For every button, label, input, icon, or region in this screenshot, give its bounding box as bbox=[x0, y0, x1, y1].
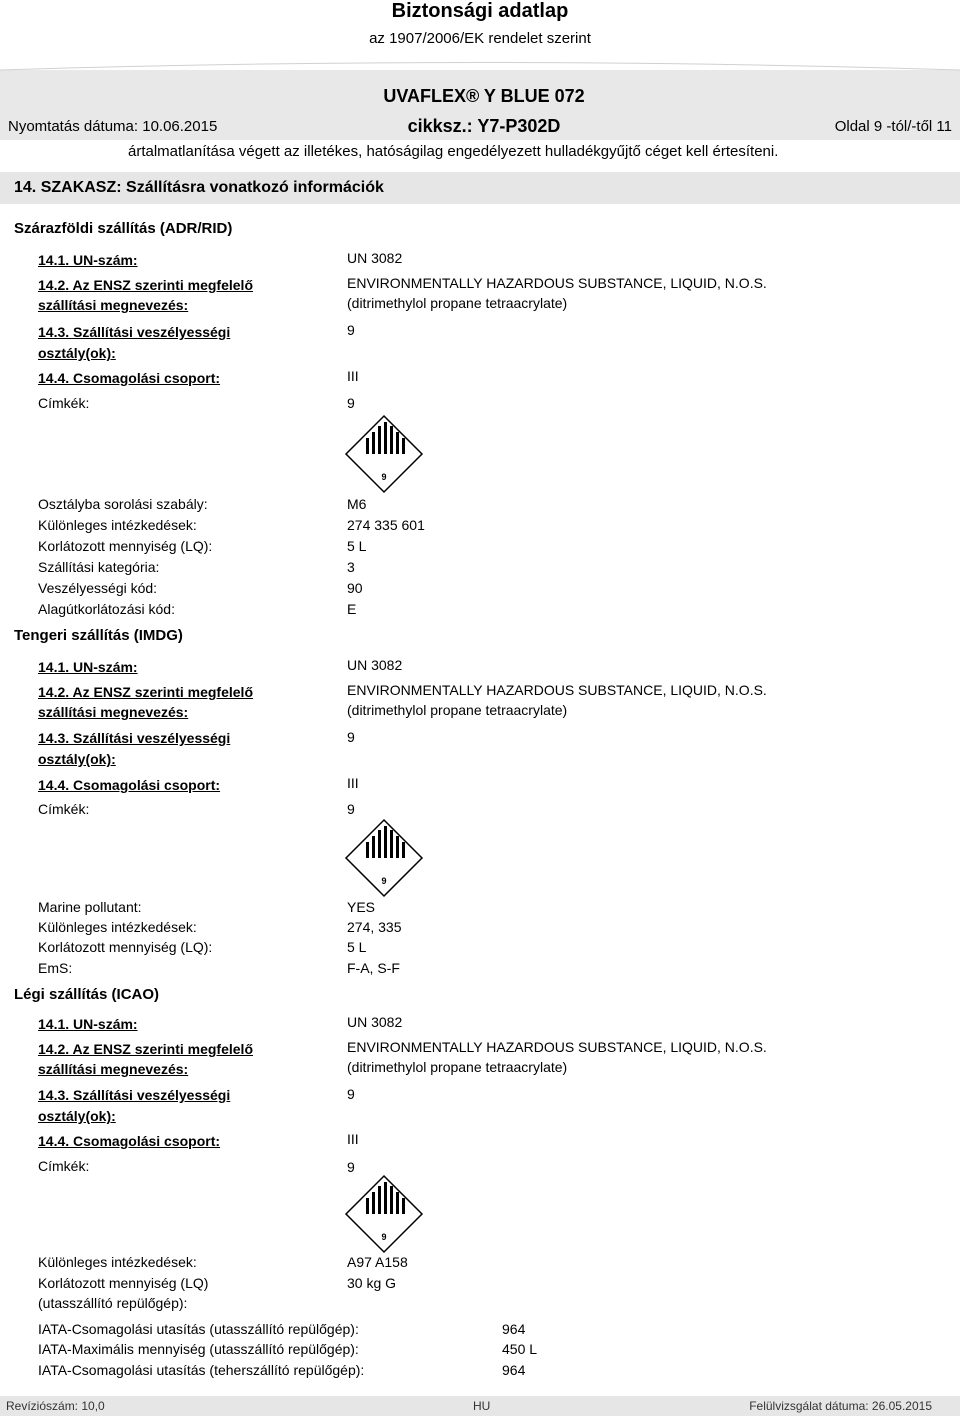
adr-pack-label: 14.4. Csomagolási csoport: bbox=[38, 370, 221, 386]
icao-special-label: Különleges intézkedések: bbox=[38, 1254, 197, 1270]
imdg-un-value: UN 3082 bbox=[347, 657, 403, 673]
adr-lq-label: Korlátozott mennyiség (LQ): bbox=[38, 538, 213, 554]
adr-name-label-1: 14.2. Az ENSZ szerinti megfelelő bbox=[38, 277, 253, 293]
imdg-heading: Tengeri szállítás (IMDG) bbox=[14, 627, 183, 644]
adr-name-value-2: (ditrimethylol propane tetraacrylate) bbox=[347, 295, 568, 311]
imdg-name-value-2: (ditrimethylol propane tetraacrylate) bbox=[347, 702, 568, 718]
adr-un-label: 14.1. UN-szám: bbox=[38, 252, 138, 268]
imdg-marine-label: Marine pollutant: bbox=[38, 899, 142, 915]
imdg-special-label: Különleges intézkedések: bbox=[38, 919, 197, 935]
adr-name-value-1: ENVIRONMENTALLY HAZARDOUS SUBSTANCE, LIQUID, N.O.S. bbox=[347, 275, 767, 291]
document-title: Biztonsági adatlap bbox=[391, 0, 569, 22]
section-title: 14. SZAKASZ: Szállításra vonatkozó információk bbox=[14, 179, 384, 196]
icao-pack-label: 14.4. Csomagolási csoport: bbox=[38, 1133, 221, 1149]
print-date: Nyomtatás dátuma: 10.06.2015 bbox=[8, 118, 218, 135]
icao-heading: Légi szállítás (ICAO) bbox=[14, 986, 160, 1003]
icao-name-value-1: ENVIRONMENTALLY HAZARDOUS SUBSTANCE, LIQUID, N.O.S. bbox=[347, 1039, 767, 1055]
imdg-name-value-1: ENVIRONMENTALLY HAZARDOUS SUBSTANCE, LIQUID, N.O.S. bbox=[347, 682, 767, 698]
adr-heading: Szárazföldi szállítás (ADR/RID) bbox=[14, 220, 233, 237]
adr-classif-label: Osztályba sorolási szabály: bbox=[38, 496, 208, 512]
item-number: cikksz.: Y7-P302D bbox=[407, 116, 561, 136]
hazard-class-9-label-icon bbox=[344, 1174, 424, 1254]
adr-special-label: Különleges intézkedések: bbox=[38, 517, 197, 533]
icao-name-label-1: 14.2. Az ENSZ szerinti megfelelő bbox=[38, 1041, 253, 1057]
imdg-un-label: 14.1. UN-szám: bbox=[38, 659, 138, 675]
icao-un-label: 14.1. UN-szám: bbox=[38, 1016, 138, 1032]
icao-iata-max-pass-label: IATA-Maximális mennyiség (utasszállító repülőgép): bbox=[38, 1341, 359, 1357]
icao-iata-pack-cargo-value: 964 bbox=[502, 1362, 526, 1378]
icao-lq-label-2: (utasszállító repülőgép): bbox=[38, 1295, 188, 1311]
svg-text:9: 9 bbox=[381, 472, 387, 482]
icao-iata-pack-cargo-label: IATA-Csomagolási utasítás (teherszállító repülőgép): bbox=[38, 1362, 365, 1378]
adr-cat-value: 3 bbox=[347, 559, 355, 575]
regulation-subtitle: az 1907/2006/EK rendelet szerint bbox=[369, 30, 591, 47]
adr-labels-value: 9 bbox=[347, 395, 355, 411]
imdg-lq-value: 5 L bbox=[347, 939, 367, 955]
adr-classif-value: M6 bbox=[347, 496, 367, 512]
icao-un-value: UN 3082 bbox=[347, 1014, 403, 1030]
icao-name-label-2: szállítási megnevezés: bbox=[38, 1061, 189, 1077]
icao-lq-label-1: Korlátozott mennyiség (LQ) bbox=[38, 1275, 209, 1291]
icao-iata-pack-pass-label: IATA-Csomagolási utasítás (utasszállító repülőgép): bbox=[38, 1321, 359, 1337]
disposal-note: ártalmatlanítása végett az illetékes, hatóságilag engedélyezett hulladékgyűjtő céget kell értesíteni. bbox=[128, 143, 779, 160]
adr-un-value: UN 3082 bbox=[347, 250, 403, 266]
imdg-labels-value: 9 bbox=[347, 801, 355, 817]
footer-language: HU bbox=[473, 1399, 491, 1413]
icao-class-value: 9 bbox=[347, 1086, 355, 1102]
hazard-class-9-label-icon bbox=[344, 818, 424, 898]
icao-class-label-1: 14.3. Szállítási veszélyességi bbox=[38, 1087, 231, 1103]
adr-tunnel-label: Alagútkorlátozási kód: bbox=[38, 601, 175, 617]
icao-special-value: A97 A158 bbox=[347, 1254, 408, 1270]
adr-class-label-1: 14.3. Szállítási veszélyességi bbox=[38, 324, 231, 340]
imdg-pack-value: III bbox=[347, 775, 359, 791]
imdg-ems-label: EmS: bbox=[38, 960, 73, 976]
imdg-labels-label: Címkék: bbox=[38, 801, 90, 817]
product-name: UVAFLEX® Y BLUE 072 bbox=[383, 86, 585, 106]
hazard-class-9-label-icon bbox=[344, 414, 424, 494]
icao-iata-max-pass-value: 450 L bbox=[502, 1341, 538, 1357]
adr-cat-label: Szállítási kategória: bbox=[38, 559, 160, 575]
adr-class-value: 9 bbox=[347, 322, 355, 338]
adr-hazard-value: 90 bbox=[347, 580, 363, 596]
svg-text:9: 9 bbox=[381, 1232, 387, 1242]
imdg-class-label-2: osztály(ok): bbox=[38, 751, 116, 767]
imdg-class-value: 9 bbox=[347, 729, 355, 745]
icao-labels-value: 9 bbox=[347, 1159, 355, 1175]
imdg-marine-value: YES bbox=[347, 899, 376, 915]
icao-lq-value: 30 kg G bbox=[347, 1275, 397, 1291]
icao-pack-value: III bbox=[347, 1131, 359, 1147]
svg-text:9: 9 bbox=[381, 876, 387, 886]
icao-labels-label: Címkék: bbox=[38, 1158, 90, 1174]
footer-revision: Revíziószám: 10,0 bbox=[6, 1399, 105, 1413]
imdg-class-label-1: 14.3. Szállítási veszélyességi bbox=[38, 730, 231, 746]
imdg-special-value: 274, 335 bbox=[347, 919, 402, 935]
imdg-name-label-2: szállítási megnevezés: bbox=[38, 704, 189, 720]
page-number: Oldal 9 -tól/-től 11 bbox=[834, 118, 952, 135]
adr-class-label-2: osztály(ok): bbox=[38, 345, 116, 361]
adr-hazard-label: Veszélyességi kód: bbox=[38, 580, 158, 596]
adr-labels-label: Címkék: bbox=[38, 395, 90, 411]
adr-special-value: 274 335 601 bbox=[347, 517, 425, 533]
footer-review-date: Felülvizsgálat dátuma: 26.05.2015 bbox=[749, 1399, 932, 1413]
adr-tunnel-value: E bbox=[347, 601, 357, 617]
imdg-name-label-1: 14.2. Az ENSZ szerinti megfelelő bbox=[38, 684, 253, 700]
adr-lq-value: 5 L bbox=[347, 538, 367, 554]
icao-iata-pack-pass-value: 964 bbox=[502, 1321, 526, 1337]
adr-pack-value: III bbox=[347, 368, 359, 384]
icao-name-value-2: (ditrimethylol propane tetraacrylate) bbox=[347, 1059, 568, 1075]
imdg-pack-label: 14.4. Csomagolási csoport: bbox=[38, 777, 221, 793]
imdg-lq-label: Korlátozott mennyiség (LQ): bbox=[38, 939, 213, 955]
icao-class-label-2: osztály(ok): bbox=[38, 1108, 116, 1124]
adr-name-label-2: szállítási megnevezés: bbox=[38, 297, 189, 313]
imdg-ems-value: F-A, S-F bbox=[347, 960, 400, 976]
